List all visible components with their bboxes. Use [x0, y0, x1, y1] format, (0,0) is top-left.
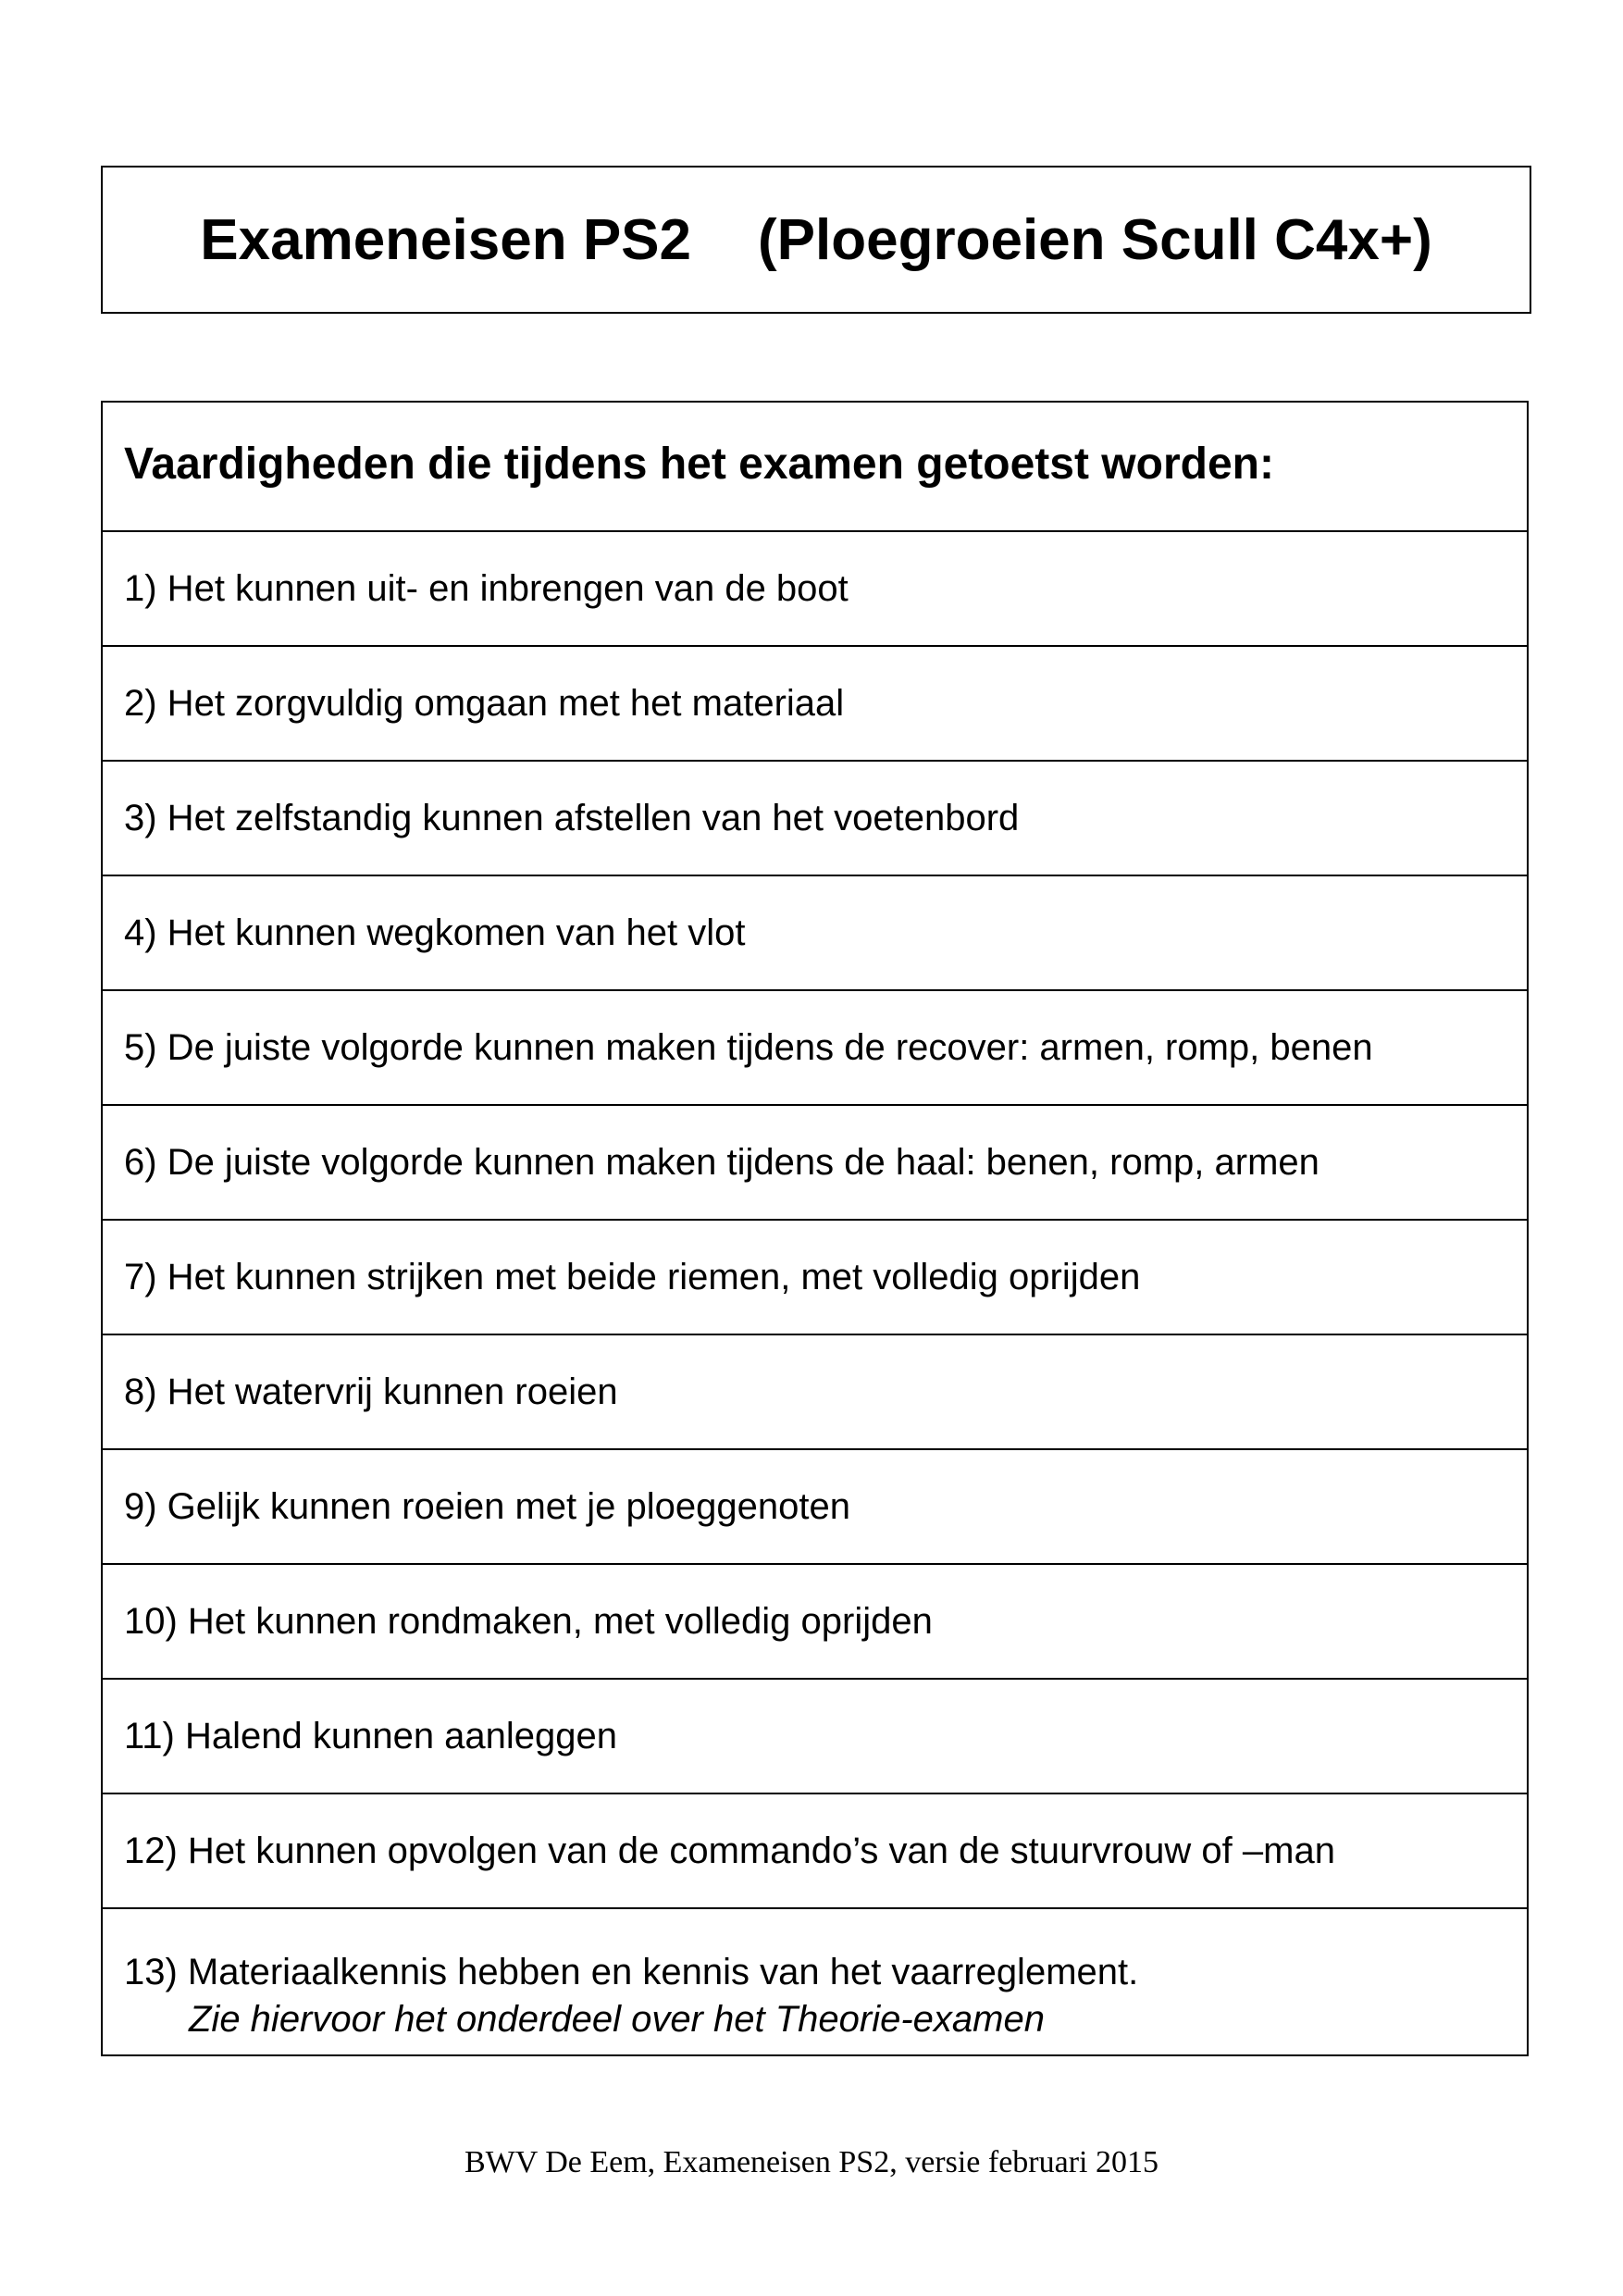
- skill-row-9: 9) Gelijk kunnen roeien met je ploeggenoten: [103, 1450, 1527, 1565]
- skill-row-5: 5) De juiste volgorde kunnen maken tijdens de recover: armen, romp, benen: [103, 991, 1527, 1106]
- title-sub: (Ploegroeien Scull C4x+): [758, 207, 1432, 272]
- title-main: Exameneisen PS2: [200, 207, 692, 272]
- skill-row-2: 2) Het zorgvuldig omgaan met het materiaal: [103, 647, 1527, 762]
- skill-row-7: 7) Het kunnen strijken met beide riemen, met volledig oprijden: [103, 1221, 1527, 1335]
- skills-table-header: Vaardigheden die tijdens het examen getoetst worden:: [103, 403, 1527, 532]
- skill-row-4: 4) Het kunnen wegkomen van het vlot: [103, 876, 1527, 991]
- skill-row-13: [103, 1909, 1527, 2054]
- skill-row-8: 8) Het watervrij kunnen roeien: [103, 1335, 1527, 1450]
- page-title: [101, 166, 1531, 314]
- skill-row-6: 6) De juiste volgorde kunnen maken tijdens de haal: benen, romp, armen: [103, 1106, 1527, 1221]
- skill-row-10: 10) Het kunnen rondmaken, met volledig oprijden: [103, 1565, 1527, 1680]
- skill-row-13-note: Zie hiervoor het onderdeel over het Theorie-examen: [189, 1999, 1045, 2040]
- skills-table: [101, 401, 1529, 2056]
- skill-row-13-text: 13) Materiaalkennis hebben en kennis van het vaarreglement.: [124, 1952, 1139, 1992]
- skill-row-12: 12) Het kunnen opvolgen van de commando’s van de stuurvrouw of –man: [103, 1794, 1527, 1909]
- skill-row-1: 1) Het kunnen uit- en inbrengen van de boot: [103, 532, 1527, 647]
- skill-row-3: 3) Het zelfstandig kunnen afstellen van het voetenbord: [103, 762, 1527, 876]
- skill-row-11: 11) Halend kunnen aanleggen: [103, 1680, 1527, 1794]
- page-footer: BWV De Eem, Exameneisen PS2, versie februari 2015: [464, 2145, 1158, 2179]
